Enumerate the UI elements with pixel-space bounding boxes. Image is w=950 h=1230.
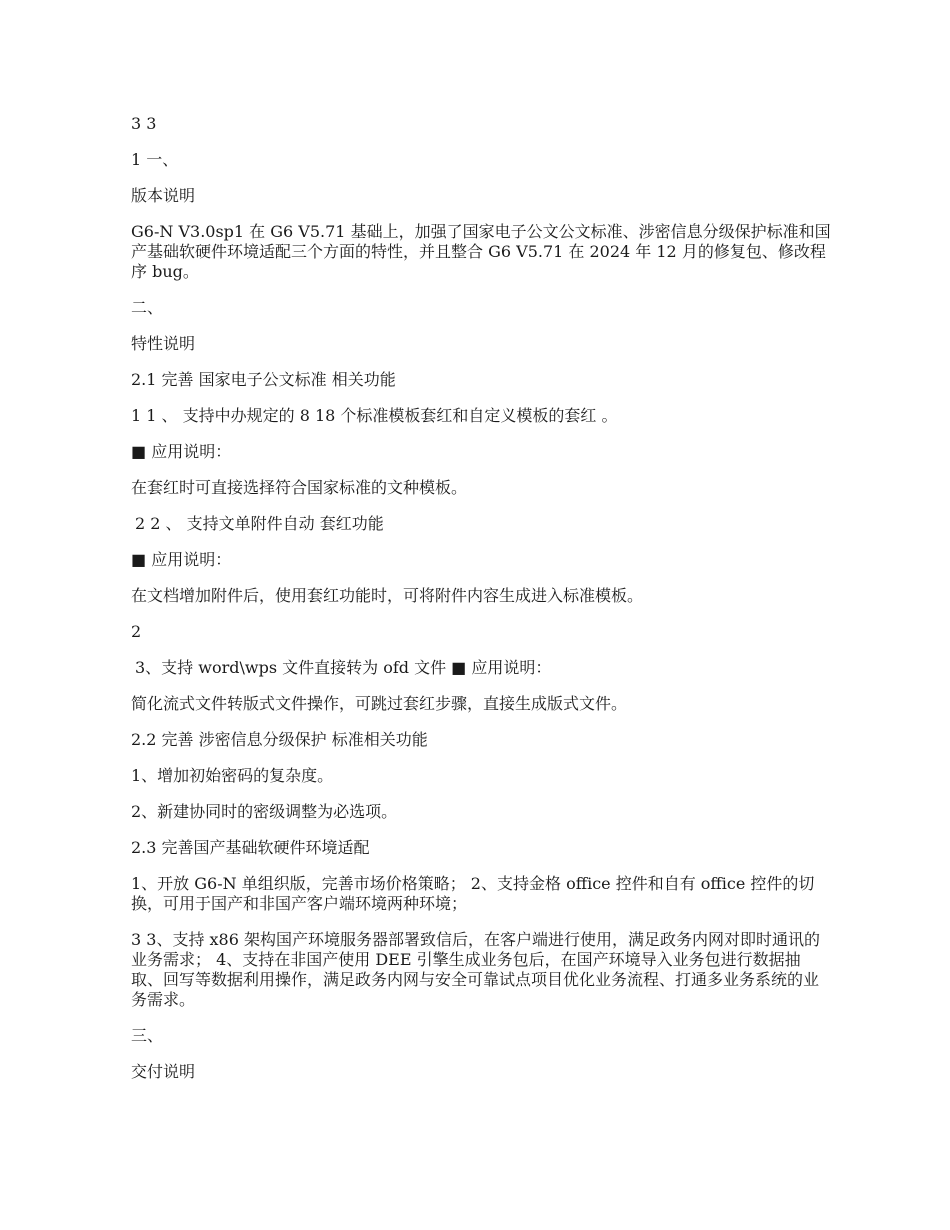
feature-item: 1、开放 G6-N 单组织版，完善市场价格策略； 2、支持金格 office 控件和自有 office 控件的切换，可用于国产和非国产客户端环境两种环境；: [131, 874, 815, 913]
feature-item: 2、新建协同时的密级调整为必选项。: [131, 802, 398, 821]
subheading-2-1: 2.1 完善 国家电子公文标准 相关功能: [131, 370, 396, 389]
application-note-label: ■ 应用说明：: [131, 550, 232, 569]
feature-item: 2 2 、 支持文单附件自动 套红功能: [135, 514, 384, 533]
section-number-2: 二、: [131, 298, 164, 317]
document-body: [131, 114, 831, 1098]
section-number-3: 三、: [131, 1026, 164, 1045]
stray-number: 2: [131, 622, 142, 641]
application-note-text: 在套红时可直接选择符合国家标准的文种模板。: [131, 478, 468, 497]
page-number-text: 3 3: [131, 114, 157, 133]
application-note-text: 在文档增加附件后，使用套红功能时，可将附件内容生成进入标准模板。: [131, 586, 644, 605]
section-heading-features: 特性说明: [131, 334, 196, 353]
subheading-2-3: 2.3 完善国产基础软硬件环境适配: [131, 838, 370, 857]
feature-item: 1、增加初始密码的复杂度。: [131, 766, 334, 785]
application-note-text: 简化流式文件转版式文件操作，可跳过套红步骤，直接生成版式文件。: [131, 694, 628, 713]
version-description: G6-N V3.0sp1 在 G6 V5.71 基础上，加强了国家电子公文公文标准、涉密信息分级保护标准和国产基础软硬件环境适配三个方面的特性，并且整合 G6 V5.71 在 2024 年 12 月的修复包、修改程序 bug。: [131, 222, 831, 281]
section-number-1: 1 一、: [131, 150, 179, 169]
subheading-2-2: 2.2 完善 涉密信息分级保护 标准相关功能: [131, 730, 428, 749]
section-heading-delivery: 交付说明: [131, 1062, 196, 1081]
section-heading-version: 版本说明: [131, 186, 196, 205]
feature-item: 3 3、支持 x86 架构国产环境服务器部署致信后，在客户端进行使用，满足政务内网对即时通讯的业务需求； 4、支持在非国产使用 DEE 引擎生成业务包后，在国产环境导入业务包进行数据抽取、回写等数据利用操作，满足政务内网与安全可靠试点项目优化业务流程、打通多业务系统的业务需求。: [131, 930, 821, 1009]
feature-item: 3、支持 word\wps 文件直接转为 ofd 文件 ■ 应用说明：: [135, 658, 552, 677]
application-note-label: ■ 应用说明：: [131, 442, 232, 461]
feature-item: 1 1 、 支持中办规定的 8 18 个标准模板套红和自定义模板的套红 。: [131, 406, 618, 425]
